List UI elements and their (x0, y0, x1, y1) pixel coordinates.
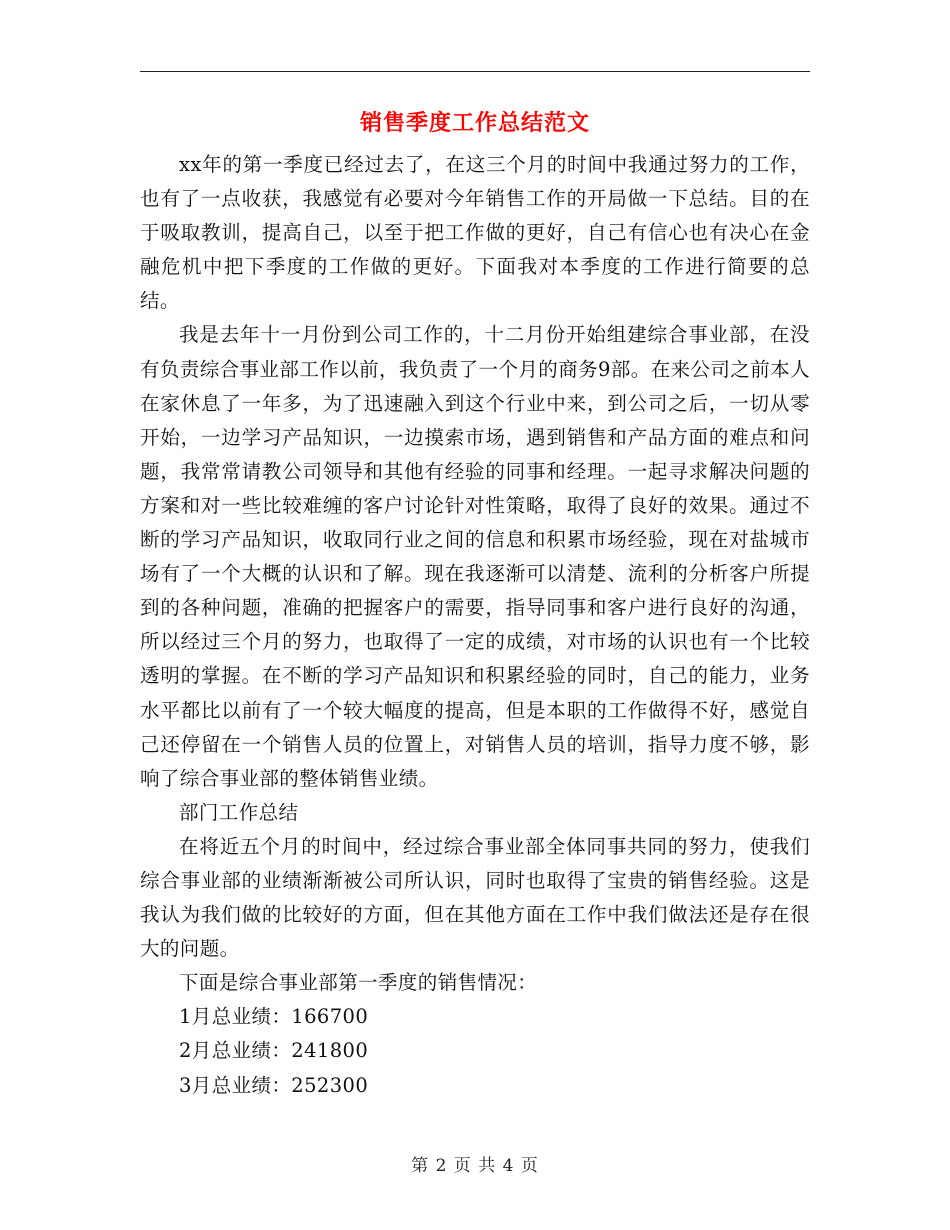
page-footer: 第 2 页 共 4 页 (411, 1156, 539, 1176)
sales-line-february: 2月总业绩：241800 (179, 1039, 369, 1063)
sales-line-march: 3月总业绩：252300 (179, 1073, 369, 1097)
document-body (140, 148, 810, 1103)
paragraph-personal-work: 我是去年十一月份到公司工作的，十二月份开始组建综合事业部，在没有负责综合事业部工作以前，我负责了一个月的商务9部。在来公司之前本人在家休息了一年多，为了迅速融入到这个行业中来，到公司之后，一切从零开始，一边学习产品知识，一边摸索市场，遇到销售和产品方面的难点和问题，我常常请教公司领导和其他有经验的同事和经理。一起寻求解决问题的方案和对一些比较难缠的客户讨论针对性策略，取得了良好的效果。通过不断的学习产品知识，收取同行业之间的信息和积累市场经验，现在对盐城市场有了一个大概的认识和了解。现在我逐渐可以清楚、流利的分析客户所提到的各种问题，准确的把握客户的需要，指导同事和客户进行良好的沟通，所以经过三个月的努力，也取得了一定的成绩，对市场的认识也有一个比较透明的掌握。在不断的学习产品知识和积累经验的同时，自己的能力，业务水平都比以前有了一个较大幅度的提高，但是本职的工作做得不好，感觉自己还停留在一个销售人员的位置上，对销售人员的培训，指导力度不够，影响了综合事业部的整体销售业绩。 (140, 323, 810, 790)
paragraph-sales-intro: 下面是综合事业部第一季度的销售情况： (179, 971, 538, 995)
section-heading-department: 部门工作总结 (179, 800, 299, 824)
paragraph-intro: xx年的第一季度已经过去了，在这三个月的时间中我通过努力的工作，也有了一点收获，我感觉有必要对今年销售工作的开局做一下总结。目的在于吸取教训，提高自己，以至于把工作做的更好，自己有信心也有决心在金融危机中把下季度的工作做的更好。下面我对本季度的工作进行简要的总结。 (140, 153, 810, 313)
document-title: 销售季度工作总结范文 (359, 111, 590, 136)
paragraph-department-summary: 在将近五个月的时间中，经过综合事业部全体同事共同的努力，使我们综合事业部的业绩渐渐被公司所认识，同时也取得了宝贵的销售经验。这是我认为我们做的比较好的方面，但在其他方面在工作中我们做法还是存在很大的问题。 (140, 834, 810, 961)
header-rule (140, 71, 810, 72)
sales-line-january: 1月总业绩：166700 (179, 1005, 369, 1029)
